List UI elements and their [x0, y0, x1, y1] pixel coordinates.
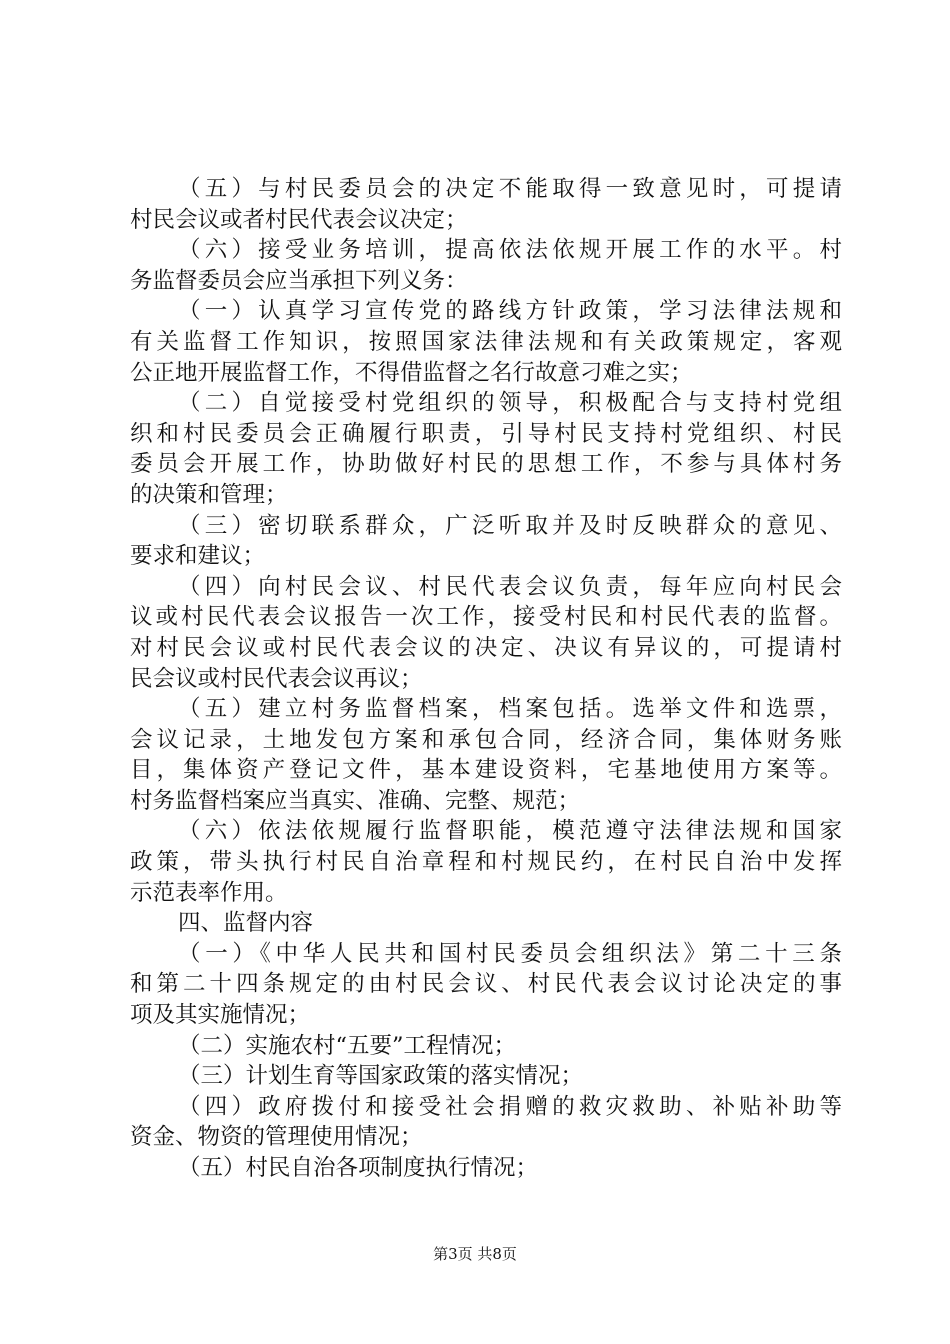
text-line: 对村民会议或村民代表会议的决定、决议有异议的，可提请村 — [130, 634, 842, 661]
text-line: 村民会议或者村民代表会议决定； — [130, 206, 468, 233]
text-line: （五）与村民委员会的决定不能取得一致意见时，可提请 — [178, 176, 842, 202]
text-line: （四）向村民会议、村民代表会议负责，每年应向村民会 — [178, 573, 842, 600]
text-line: 资金、物资的管理使用情况； — [130, 1124, 423, 1151]
text-line: 议或村民代表会议报告一次工作，接受村民和村民代表的监督。 — [130, 604, 842, 631]
text-line: 目，集体资产登记文件，基本建设资料，宅基地使用方案等。 — [130, 757, 842, 784]
page-footer: 第3页 共8页 — [433, 1245, 517, 1263]
text-line: 项及其实施情况； — [130, 1002, 311, 1029]
text-line: 要求和建议； — [130, 543, 266, 570]
document-body — [130, 174, 842, 1184]
text-line: （一）《中华人民共和国村民委员会组织法》第二十三条 — [178, 940, 842, 967]
text-line: 村务监督档案应当真实、准确、完整、规范； — [130, 787, 581, 814]
text-line: 务监督委员会应当承担下列义务： — [130, 267, 468, 294]
text-line: （五）建立村务监督档案，档案包括。选举文件和选票， — [178, 696, 842, 723]
text-line: （二）自觉接受村党组织的领导，积极配合与支持村党组 — [178, 390, 842, 417]
text-line: 委员会开展工作，协助做好村民的思想工作，不参与具体村务 — [130, 451, 842, 478]
text-line: 政策，带头执行村民自治章程和村规民约，在村民自治中发挥 — [130, 849, 842, 876]
text-line: 的决策和管理； — [130, 481, 288, 508]
text-line: （三）密切联系群众，广泛听取并及时反映群众的意见、 — [178, 512, 842, 539]
text-line: 公正地开展监督工作，不得借监督之名行故意刁难之实； — [130, 359, 693, 386]
text-line: 有关监督工作知识，按照国家法律法规和有关政策规定，客观 — [130, 328, 842, 355]
text-line: 会议记录，土地发包方案和承包合同，经济合同，集体财务账 — [130, 726, 842, 753]
text-line: 织和村民委员会正确履行职责，引导村民支持村党组织、村民 — [130, 420, 842, 447]
text-line: （六）依法依规履行监督职能，模范遵守法律法规和国家 — [178, 818, 842, 845]
section-heading: 四、监督内容 — [178, 910, 314, 937]
text-line: （四）政府拨付和接受社会捐赠的救灾救助、补贴补助等 — [178, 1093, 842, 1120]
text-line: （六）接受业务培训，提高依法依规开展工作的水平。村 — [178, 237, 842, 264]
text-line: 和第二十四条规定的由村民会议、村民代表会议讨论决定的事 — [130, 971, 842, 998]
text-line: 示范表率作用。 — [130, 879, 288, 906]
text-line: （五）村民自治各项制度执行情况； — [178, 1155, 539, 1181]
text-line: （三）计划生育等国家政策的落实情况； — [178, 1063, 584, 1090]
text-line: （一）认真学习宣传党的路线方针政策，学习法律法规和 — [178, 298, 842, 325]
text-line: 民会议或村民代表会议再议； — [130, 665, 423, 692]
text-line: （二）实施农村“五要”工程情况； — [178, 1032, 517, 1059]
